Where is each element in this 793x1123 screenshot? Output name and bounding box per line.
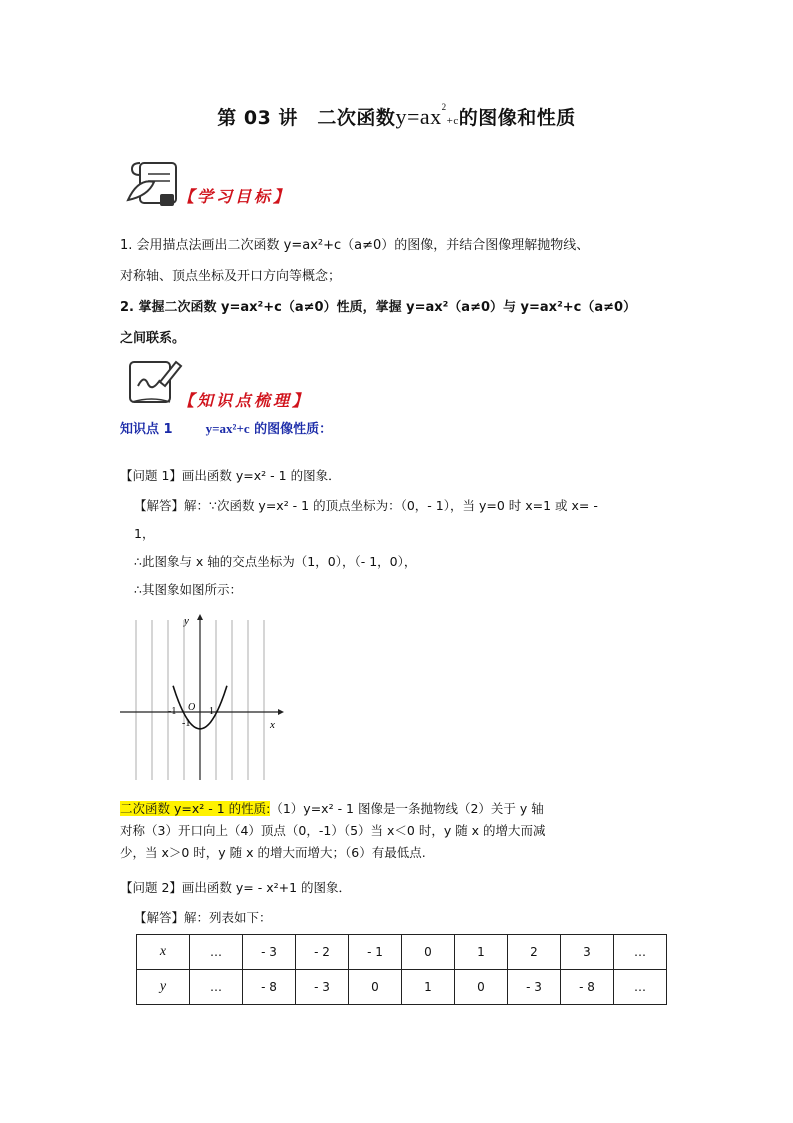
table-cell: - 3: [243, 935, 296, 970]
pencil-note-icon: [126, 356, 184, 408]
table-row: [137, 970, 667, 1005]
y-tick-label-neg1: -1: [182, 718, 191, 729]
table-cell: 0: [402, 935, 455, 970]
properties-line: 对称（3）开口向上（4）顶点（0，-1）（5）当 x＜0 时，y 随 x 的增大而减: [120, 823, 546, 838]
table-header-cell: x: [137, 935, 190, 970]
goal-line-3: 2. 掌握二次函数 y=ax²+c（a≠0）性质，掌握 y=ax²（a≠0）与 y=ax²+c（a≠0）: [120, 300, 637, 315]
table-cell: 3: [561, 935, 614, 970]
properties-block: [120, 798, 600, 864]
table-cell: 1: [455, 935, 508, 970]
table-cell: …: [614, 970, 667, 1005]
table-cell: …: [190, 970, 243, 1005]
table-cell: 0: [455, 970, 508, 1005]
answer-line: 【解答】解：∵次函数 y=x² - 1 的顶点坐标为：（0，- 1），当 y=0 时 x=1 或 x= -: [134, 498, 598, 513]
page-title: 第 03 讲 二次函数$y=ax^2+c$的图像和性质: [217, 102, 576, 129]
table-cell: - 8: [243, 970, 296, 1005]
banner-knowledge: 【知识点梳理】: [178, 391, 312, 410]
table-row: [137, 935, 667, 970]
values-table-wrap: [136, 934, 667, 1005]
goals-block: [120, 230, 690, 354]
answer-line: 1，: [134, 526, 155, 541]
table-cell: - 3: [296, 970, 349, 1005]
scroll-quill-icon: [124, 160, 186, 210]
banner-learning-goals: 【学习目标】: [178, 187, 293, 206]
x-tick-label-neg1: -1: [168, 706, 177, 717]
answer-line: ∴其图象如图所示：: [134, 582, 242, 597]
problem-1: [120, 462, 341, 490]
table-cell: - 3: [508, 970, 561, 1005]
table-cell: - 1: [349, 935, 402, 970]
problem-1-answer: [134, 492, 694, 604]
knowledge-point-heading: 知识点 1 y=ax²+c 的图像性质：: [120, 421, 333, 437]
table-cell: …: [614, 935, 667, 970]
table-cell: …: [190, 935, 243, 970]
table-header-cell: y: [137, 970, 190, 1005]
table-cell: 0: [349, 970, 402, 1005]
table-cell: 1: [402, 970, 455, 1005]
y-axis-arrow: [197, 614, 203, 620]
problem-2-question: 【问题 2】画出函数 y= - x²+1 的图象．: [120, 880, 352, 895]
properties-line: 少，当 x＞0 时，y 随 x 的增大而增大；（6）有最低点.: [120, 845, 426, 860]
y-axis-label: y: [184, 615, 189, 627]
table-cell: - 2: [296, 935, 349, 970]
table-cell: 2: [508, 935, 561, 970]
parabola-graph: [118, 612, 288, 782]
values-table: [136, 934, 667, 1005]
x-tick-label-1: 1: [209, 706, 214, 717]
problem-1-question: 【问题 1】画出函数 y=x² - 1 的图象．: [120, 468, 341, 483]
goal-line-4: 之间联系。: [120, 331, 186, 346]
table-cell: - 8: [561, 970, 614, 1005]
origin-label: O: [188, 702, 196, 713]
answer-line: ∴此图象与 x 轴的交点坐标为（1，0），（- 1，0），: [134, 554, 417, 569]
graph-svg: [118, 612, 288, 782]
properties-line: （1）y=x² - 1 图像是一条抛物线（2）关于 y 轴: [270, 801, 544, 816]
properties-highlight: 二次函数 y=x² - 1 的性质:: [120, 801, 271, 816]
goal-line-1: 1. 会用描点法画出二次函数 y=ax²+c（a≠0）的图像，并结合图像理解抛物线、: [120, 238, 590, 253]
x-axis-label: x: [270, 719, 275, 731]
goal-line-2: 对称轴、顶点坐标及开口方向等概念；: [120, 269, 342, 284]
x-axis-arrow: [278, 709, 284, 715]
problem-2-answer: 【解答】解：列表如下：: [134, 910, 272, 925]
